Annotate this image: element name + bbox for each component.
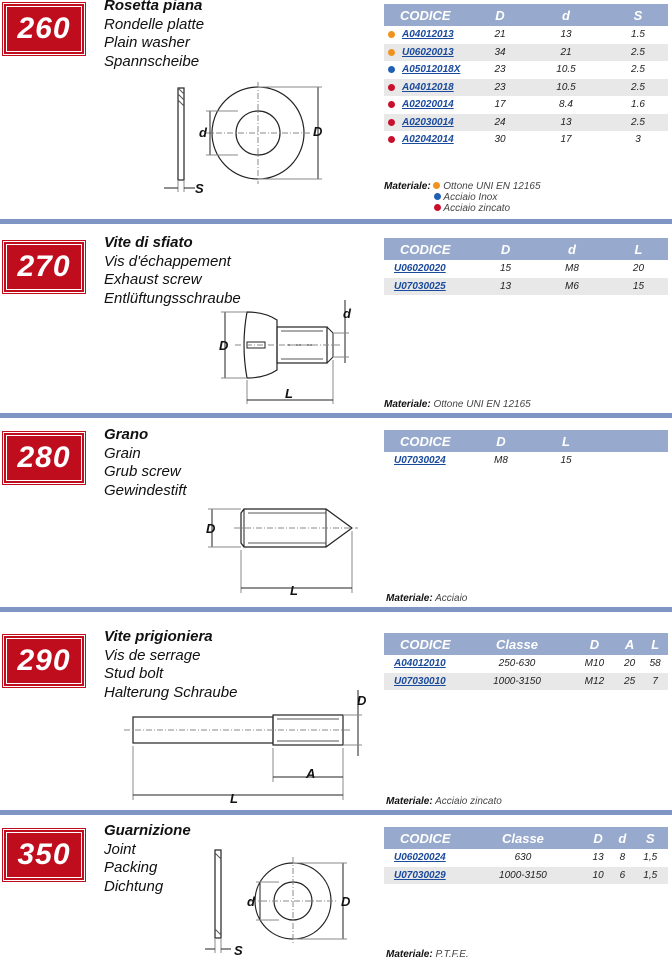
- col-header: CODICE: [384, 4, 476, 26]
- spec-table-270: CODICE D d L U06020020 15 M8 20 U07030025 13 M6 15: [384, 238, 668, 295]
- code-cell[interactable]: U07030025: [384, 278, 476, 296]
- code-cell[interactable]: U06020013: [384, 44, 476, 62]
- product-name-de: Gewindestift: [104, 481, 187, 499]
- code-cell[interactable]: U07030029: [384, 867, 462, 885]
- section-divider: [0, 810, 672, 815]
- product-name-en: Packing: [104, 859, 158, 876]
- product-name-de: Spannscheibe: [104, 52, 200, 70]
- table-row: U06020020 15 M8 20: [384, 260, 668, 278]
- product-name-en: Exhaust screw: [104, 271, 202, 288]
- dim-label: L: [285, 386, 293, 401]
- code-cell[interactable]: A04012018: [384, 79, 476, 97]
- product-name-it: Guarnizione: [104, 822, 191, 839]
- screw-drawing-270: [215, 300, 365, 410]
- material-270: Materiale: Ottone UNI EN 12165: [384, 399, 531, 410]
- dim-label: d: [199, 125, 207, 140]
- material-dot-icon: [388, 84, 395, 91]
- dim-label: d: [247, 894, 255, 909]
- section-number-350: 350: [3, 829, 85, 881]
- dim-label: S: [195, 181, 204, 196]
- code-cell[interactable]: A02030014: [384, 114, 476, 132]
- code-cell[interactable]: U06020024: [394, 852, 446, 864]
- product-name-fr: Vis de serrage: [104, 646, 201, 664]
- material-dot-icon: [388, 66, 395, 73]
- section-divider: [0, 219, 672, 224]
- product-names-280: [104, 426, 187, 500]
- material-350: Materiale: P.T.F.E.: [386, 949, 469, 960]
- material-dot-icon: [388, 31, 395, 38]
- material-dot-icon: [434, 204, 441, 211]
- section-divider: [0, 607, 672, 612]
- code-cell[interactable]: U07030010: [384, 673, 462, 691]
- table-row: U07030024 M8 15: [384, 452, 668, 470]
- col-header: d: [524, 4, 608, 26]
- product-name-it: Vite prigioniera: [104, 628, 213, 645]
- table-row: A05012018X 23 10.5 2.5: [384, 61, 668, 79]
- table-row: A02030014 24 13 2.5: [384, 114, 668, 132]
- table-row: A02020014 17 8.4 1.6: [384, 96, 668, 114]
- dim-label: S: [234, 943, 243, 958]
- section-number-290: 290: [3, 635, 85, 687]
- dim-label: A: [306, 766, 316, 781]
- table-row: U06020024 630 13 8 1,5: [384, 849, 668, 867]
- dim-label: D: [206, 521, 216, 536]
- dim-label: D: [357, 693, 367, 708]
- section-number-280: 280: [3, 432, 85, 484]
- table-row: U07030010 1000-3150 M12 25 7: [384, 673, 668, 691]
- section-divider: [0, 413, 672, 418]
- table-row: A04012010 250-630 M10 20 58: [384, 655, 668, 673]
- table-row: U06020013 34 21 2.5: [384, 44, 668, 62]
- code-cell[interactable]: A02042014: [384, 131, 476, 149]
- dim-label: D: [313, 124, 323, 139]
- product-names-350: [104, 822, 191, 896]
- product-name-de: Halterung Schraube: [104, 683, 238, 701]
- code-cell[interactable]: U07030024: [394, 455, 446, 467]
- material-dot-icon: [434, 193, 441, 200]
- material-dot-icon: [388, 101, 395, 108]
- product-name-en: Plain washer: [104, 34, 190, 51]
- material-legend-260: Materiale: Ottone UNI EN 12165 Acciaio Inox Acciaio zincato: [384, 181, 541, 214]
- table-row: U07030029 1000-3150 10 6 1,5: [384, 867, 668, 885]
- material-dot-icon: [388, 119, 395, 126]
- product-name-en: Stud bolt: [104, 665, 164, 682]
- product-name-fr: Rondelle platte: [104, 15, 205, 33]
- packing-drawing-350: [205, 845, 365, 957]
- code-cell[interactable]: A04012013: [384, 26, 476, 44]
- dim-label: L: [290, 583, 298, 598]
- material-dot-icon: [433, 182, 440, 189]
- dim-label: L: [230, 791, 238, 806]
- product-name-en: Grub screw: [104, 463, 181, 480]
- section-number-270: 270: [3, 241, 85, 293]
- col-header: D: [476, 4, 524, 26]
- dim-label: D: [219, 338, 229, 353]
- code-cell[interactable]: U06020020: [394, 263, 446, 275]
- code-cell[interactable]: A02020014: [384, 96, 476, 114]
- material-290: Materiale: Acciaio zincato: [386, 796, 502, 807]
- spec-table-290: CODICE Classe D A L A04012010 250-630 M10 20 58 U07030010 1000-3150 M12 25 7: [384, 633, 668, 690]
- product-name-it: Rosetta piana: [104, 0, 203, 14]
- grub-screw-drawing-280: [200, 495, 360, 600]
- material-dot-icon: [388, 136, 395, 143]
- material-dot-icon: [388, 49, 395, 56]
- product-name-de: Entlüftungsschraube: [104, 289, 241, 307]
- spec-table-350: CODICE Classe D d S U06020024 630 13 8 1,5 U07030029 1000-3150 10 6 1,5: [384, 827, 668, 884]
- stud-bolt-drawing-290: [120, 690, 380, 810]
- product-name-fr: Joint: [104, 840, 136, 858]
- table-row: A04012013 21 13 1.5: [384, 26, 668, 44]
- product-name-de: Dichtung: [104, 877, 164, 895]
- dim-label: D: [341, 894, 351, 909]
- product-name-it: Vite di sfiato: [104, 234, 193, 251]
- table-row: U07030025 13 M6 15: [384, 278, 668, 296]
- washer-drawing-260: [150, 80, 340, 200]
- product-name-fr: Grain: [104, 444, 141, 462]
- code-cell[interactable]: A04012010: [394, 658, 446, 670]
- spec-table-280: CODICE D L U07030024 M8 15: [384, 430, 668, 470]
- section-number-260: 260: [3, 3, 85, 55]
- table-row: A02042014 30 17 3: [384, 131, 668, 149]
- material-280: Materiale: Acciaio: [386, 593, 468, 604]
- spec-table-260: [384, 4, 668, 149]
- dim-label: d: [343, 306, 351, 321]
- product-names-260: [104, 0, 204, 71]
- table-row: A04012018 23 10.5 2.5: [384, 79, 668, 97]
- product-name-fr: Vis d'échappement: [104, 252, 231, 270]
- col-header: S: [608, 4, 668, 26]
- code-cell[interactable]: A05012018X: [384, 61, 476, 79]
- product-name-it: Grano: [104, 426, 149, 443]
- product-names-270: [104, 234, 241, 308]
